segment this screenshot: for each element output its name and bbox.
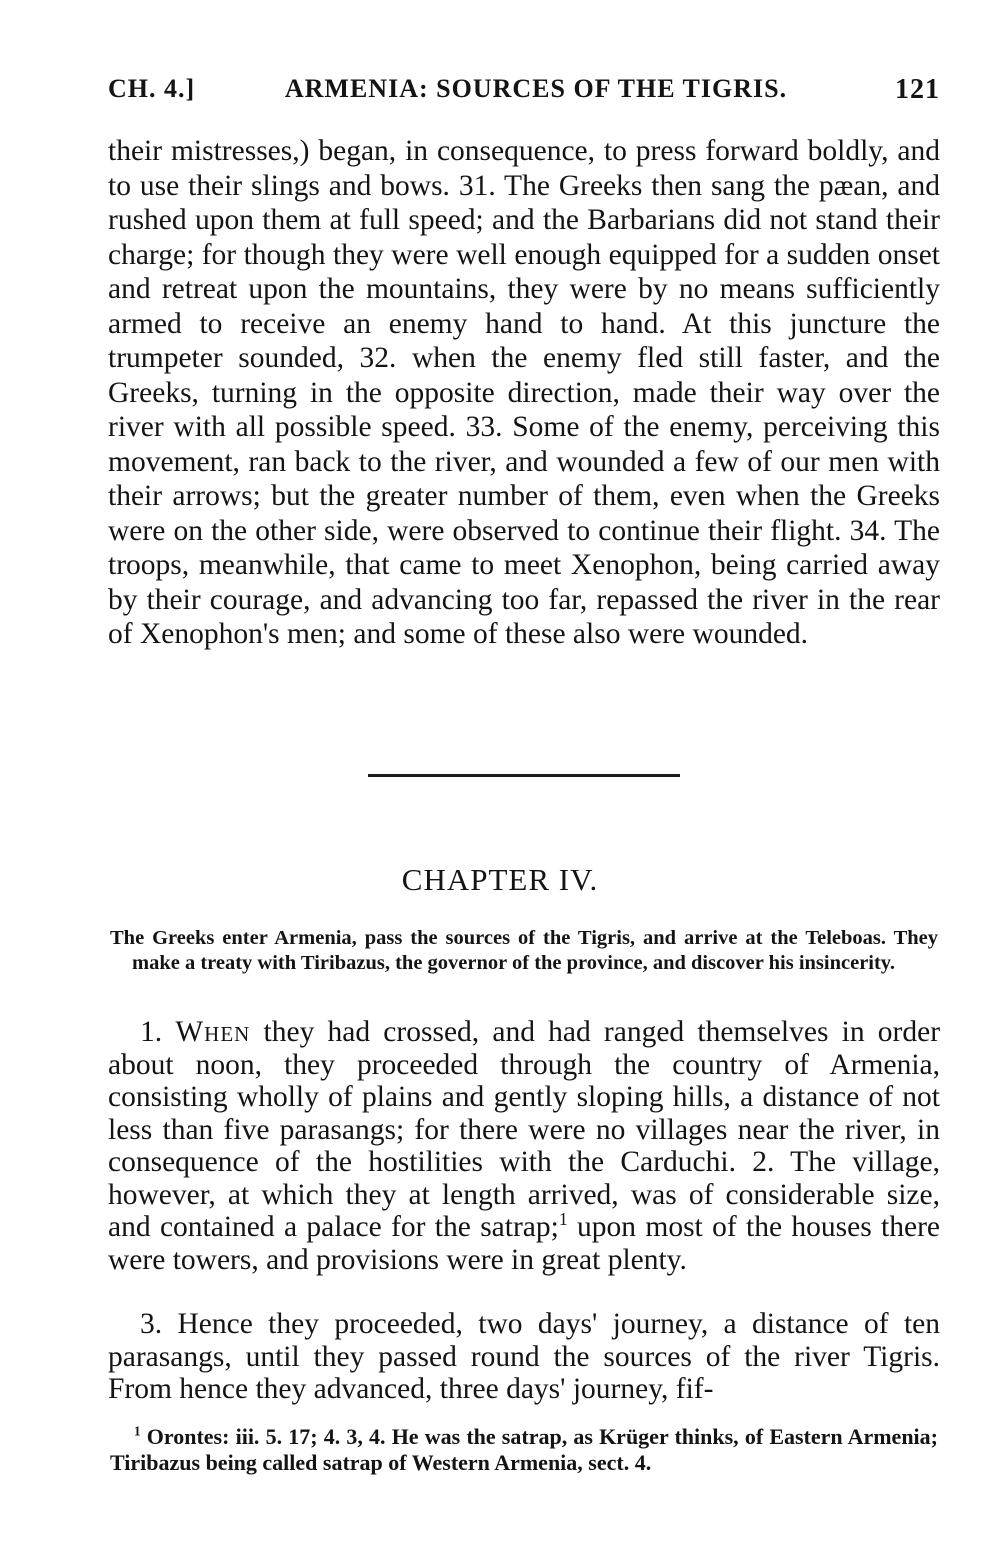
paragraph-text: they had crossed, and had ranged themselves in order about noon, they proceeded through the country of Armenia, consisting wholly of plains and gently sloping hills, a distance of not less than five parasangs; for there were no villages near the river, in consequence of the hostilities with the Carduchi. 2. The village, however, at which they at length arrived, was of considerable size, and contained a palace for the satrap;: [108, 1016, 941, 1243]
paragraph-text: Hence they proceeded, two days' journey, a distance of ten parasangs, until they passed round the sources of the river Tigris. From hence they advanced, three days' journey, fif-: [108, 1308, 940, 1405]
running-title: ARMENIA: SOURCES OF THE TIGRIS.: [284, 74, 788, 103]
paragraph-1: [108, 1016, 940, 1276]
paragraph-3: [108, 1308, 940, 1406]
section-divider: [368, 774, 680, 777]
footnote-reference[interactable]: 1: [558, 1209, 568, 1230]
footnote-text: Orontes: iii. 5. 17; 4. 3, 4. He was the satrap, as Krüger thinks, of Eastern Armenia; Tiribazus being called satrap of Western Armenia, sect. 4.: [110, 1424, 938, 1475]
paragraph-number: 1.: [140, 1016, 163, 1048]
continuation-paragraph: their mistresses,) began, in consequence, to press forward boldly, and to use their slings and bows. 31. The Greeks then sang the pæan, and rushed upon them at full speed; and the Barbarians did not stand their charge; for though they were well enough equipped for a sudden onset and retreat upon the mountains, they were by no means sufficiently armed to receive an enemy hand to hand. At this juncture the trumpeter sounded, 32. when the enemy fled still faster, and the Greeks, turning in the opposite direction, made their way over the river with all possible speed. 33. Some of the enemy, perceiving this movement, ran back to the river, and wounded a few of our men with their arrows; but the greater number of them, even when the Greeks were on the other side, were observed to continue their flight. 34. The troops, meanwhile, that came to meet Xenophon, being carried away by their courage, and advancing too far, repassed the river in the rear of Xenophon's men; and some of these also were wounded.: [108, 135, 940, 650]
paragraph-text-continued: upon most of the houses there were towers, and provisions were in great plenty.: [108, 1211, 941, 1276]
lead-word: When: [175, 1016, 251, 1048]
page-number: 121: [895, 74, 940, 105]
chapter-title: CHAPTER IV.: [401, 862, 599, 897]
paragraph-number: 3.: [140, 1308, 163, 1340]
running-head: [108, 74, 940, 110]
footnote-marker: 1: [134, 1423, 141, 1439]
chapter-summary: The Greeks enter Armenia, pass the sources of the Tigris, and arrive at the Teleboas. They make a treaty with Tiribazus, the governor of the province, and discover his insincerity.: [110, 927, 938, 974]
chapter-reference: CH. 4.]: [108, 74, 196, 103]
footnote: [110, 1424, 938, 1476]
